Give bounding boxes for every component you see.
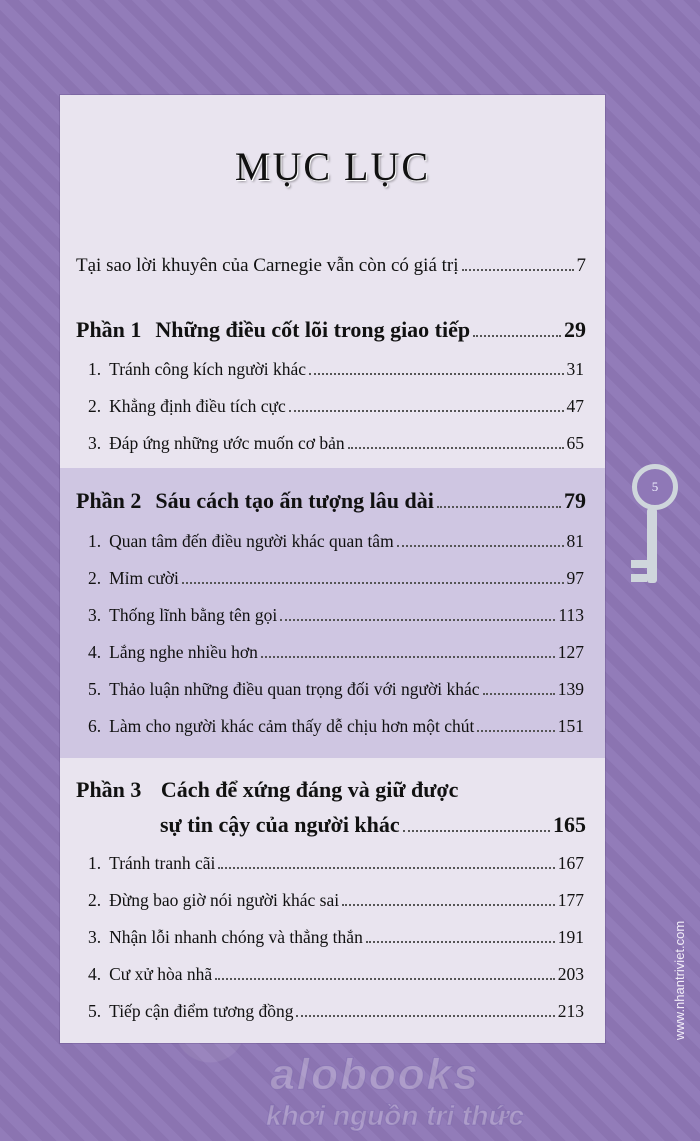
key-icon <box>628 460 678 590</box>
item-page: 81 <box>566 531 584 551</box>
item-page: 113 <box>558 605 584 625</box>
item-label: Đáp ứng những ước muốn cơ bản <box>109 433 345 453</box>
part-title: sự tin cậy của người khác <box>160 812 400 837</box>
item-page: 127 <box>557 642 584 662</box>
item-number: 5. <box>88 679 102 699</box>
toc-item <box>88 568 584 589</box>
dot-leader <box>261 656 555 658</box>
item-page: 177 <box>557 890 584 910</box>
item-label: Thống lĩnh bằng tên gọi <box>109 605 278 625</box>
item-number: 1. <box>88 359 102 379</box>
toc-item <box>88 605 584 626</box>
toc-item <box>88 679 584 700</box>
toc-item <box>88 642 584 663</box>
part-2-heading <box>76 488 586 514</box>
item-label: Cư xử hòa nhã <box>109 964 213 984</box>
item-number: 3. <box>88 927 102 947</box>
item-page: 151 <box>557 716 584 736</box>
item-label: Quan tâm đến điều người khác quan tâm <box>109 531 394 551</box>
item-page: 213 <box>557 1001 584 1021</box>
item-number: 3. <box>88 605 102 625</box>
item-label: Tiếp cận điểm tương đồng <box>109 1001 294 1021</box>
dot-leader <box>473 335 561 337</box>
toc-item <box>88 964 584 985</box>
entry-page: 7 <box>576 255 586 276</box>
item-page: 167 <box>557 853 584 873</box>
item-number: 6. <box>88 716 102 736</box>
item-label: Mỉm cười <box>109 568 179 588</box>
item-label: Đừng bao giờ nói người khác sai <box>109 890 340 910</box>
item-label: Nhận lỗi nhanh chóng và thẳng thắn <box>109 927 363 947</box>
part-1-heading <box>76 317 586 343</box>
item-number: 2. <box>88 396 102 416</box>
item-page: 31 <box>566 359 584 379</box>
part-title: Những điều cốt lõi trong giao tiếp <box>155 317 471 342</box>
dot-leader <box>483 693 555 695</box>
part-page: 165 <box>553 812 586 837</box>
dot-leader <box>296 1015 554 1017</box>
item-number: 1. <box>88 531 102 551</box>
page-title: MỤC LỤC <box>234 144 431 189</box>
item-number: 3. <box>88 433 102 453</box>
toc-intro-entry <box>76 255 586 277</box>
toc-item <box>88 890 584 911</box>
item-page: 139 <box>557 679 584 699</box>
item-label: Khẳng định điều tích cực <box>109 396 286 416</box>
toc-item <box>88 433 584 454</box>
toc-item <box>88 531 584 552</box>
item-page: 191 <box>557 927 584 947</box>
website-text: www.nhantriviet.com <box>672 920 687 1040</box>
item-label: Làm cho người khác cảm thấy dễ chịu hơn một chút <box>109 716 475 736</box>
item-number: 1. <box>88 853 102 873</box>
dot-leader <box>309 373 563 375</box>
item-number: 4. <box>88 642 102 662</box>
item-number: 5. <box>88 1001 102 1021</box>
toc-page <box>60 95 605 1043</box>
dot-leader <box>218 867 554 869</box>
part-3-heading-line1 <box>76 777 458 803</box>
dot-leader <box>477 730 554 732</box>
part-title: Sáu cách tạo ấn tượng lâu dài <box>155 488 434 513</box>
part-3-heading-line2 <box>160 812 586 838</box>
part-number: Phần 3 <box>76 777 142 802</box>
item-label: Lắng nghe nhiều hơn <box>109 642 258 662</box>
item-number: 2. <box>88 890 102 910</box>
toc-item <box>88 1001 584 1022</box>
toc-item <box>88 396 584 417</box>
page-number-badge: 5 <box>632 464 678 510</box>
item-page: 97 <box>566 568 584 588</box>
part-number: Phần 2 <box>76 488 142 513</box>
toc-item <box>88 853 584 874</box>
entry-label: Tại sao lời khuyên của Carnegie vẫn còn có giá trị <box>76 255 459 276</box>
part-page: 79 <box>564 488 586 513</box>
item-number: 2. <box>88 568 102 588</box>
watermark-tagline: khơi nguồn tri thức <box>265 1100 525 1131</box>
dot-leader <box>403 830 550 832</box>
item-page: 65 <box>566 433 584 453</box>
dot-leader <box>280 619 555 621</box>
toc-item <box>88 359 584 380</box>
item-label: Tránh tranh cãi <box>109 853 216 873</box>
part-number: Phần 1 <box>76 317 142 342</box>
dot-leader <box>437 506 561 508</box>
dot-leader <box>348 447 564 449</box>
item-label: Thảo luận những điều quan trọng đối với người khác <box>109 679 480 699</box>
watermark-logo: alobooks <box>270 1050 480 1099</box>
dot-leader <box>215 978 555 980</box>
item-page: 203 <box>557 964 584 984</box>
item-label: Tránh công kích người khác <box>109 359 307 379</box>
dot-leader <box>289 410 564 412</box>
part-page: 29 <box>564 317 586 342</box>
dot-leader <box>342 904 555 906</box>
item-number: 4. <box>88 964 102 984</box>
dot-leader <box>462 269 574 271</box>
item-page: 47 <box>566 396 584 416</box>
dot-leader <box>182 582 564 584</box>
toc-item <box>88 716 584 737</box>
part-title: Cách để xứng đáng và giữ được <box>160 777 459 802</box>
dot-leader <box>397 545 564 547</box>
toc-item <box>88 927 584 948</box>
dot-leader <box>366 941 555 943</box>
